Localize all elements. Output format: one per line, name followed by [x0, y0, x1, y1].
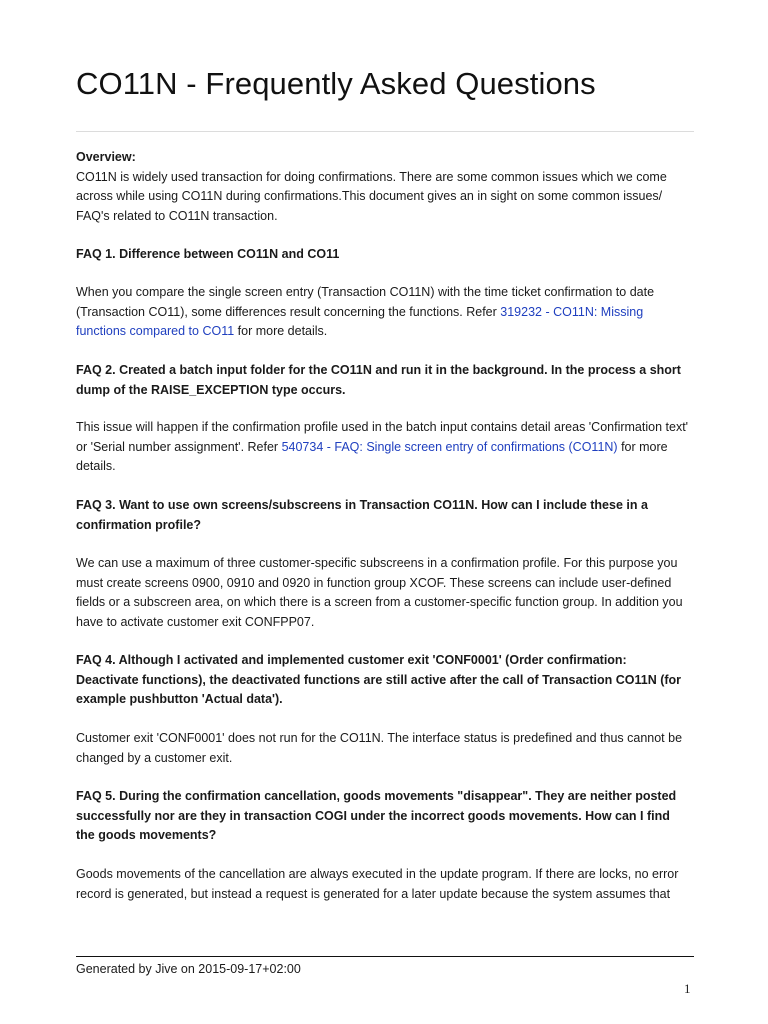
- faq-answer-line: Goods movements of the cancellation are always executed in the update program. If there are locks, no error: [76, 867, 679, 881]
- faq-answer-line: This issue will happen if the confirmation profile used in the batch input contains detail areas 'Confirmation text': [76, 420, 689, 434]
- faq-answer-line: details.: [76, 459, 116, 473]
- faq-4-answer: [76, 729, 696, 768]
- faq-answer-text: for more: [617, 439, 668, 454]
- faq-1-answer: [76, 283, 696, 342]
- footer-generated-text: Generated by Jive on 2015-09-17+02:00: [76, 962, 301, 976]
- note-540734-link[interactable]: 540734 - FAQ: Single screen entry of confirmations (CO11N): [281, 439, 618, 454]
- faq-answer-text: or 'Serial number assignment'. Refer: [76, 439, 282, 454]
- faq-answer-text: for more details.: [234, 324, 328, 338]
- page-title: CO11N - Frequently Asked Questions: [76, 66, 596, 101]
- faq-question-line: example pushbutton 'Actual data').: [76, 692, 283, 706]
- faq-answer-line: [76, 322, 696, 342]
- faq-question-line: the goods movements?: [76, 828, 217, 842]
- overview-line: across while using CO11N during confirmations.This document gives an in sight on some common issues/: [76, 189, 663, 203]
- page-number: 1: [684, 981, 691, 996]
- overview-section: [76, 148, 696, 226]
- faq-4-question: [76, 651, 696, 710]
- faq-answer-line: record is generated, but instead a request is generated for a later update because the system assumes that: [76, 886, 671, 901]
- faq-answer-line: Customer exit 'CONF0001' does not run for the CO11N. The interface status is predefined and thus cannot be: [76, 731, 683, 745]
- faq-question-line: FAQ 2. Created a batch input folder for the CO11N and run it in the background. In the process a short: [76, 363, 681, 377]
- footer-divider: [76, 956, 694, 957]
- faq-answer-text: (Transaction CO11), some differences result concerning the functions. Refer: [76, 304, 501, 319]
- faq-answer-line: fields or a subscreen area, on which there is a screen from a customer-specific function group. In addition you: [76, 595, 683, 609]
- faq-1-question: [76, 245, 696, 265]
- faq-2-question: [76, 361, 696, 400]
- overview-line: CO11N is widely used transaction for doing confirmations. There are some common issues which we come: [76, 169, 667, 184]
- faq-3-question: [76, 496, 696, 535]
- faq-question-line: FAQ 3. Want to use own screens/subscreens in Transaction CO11N. How can I include these in a: [76, 498, 648, 512]
- faq-question-line: FAQ 4. Although I activated and implemented customer exit 'CONF0001' (Order confirmation:: [76, 653, 627, 667]
- overview-heading: Overview:: [76, 150, 136, 164]
- faq-5-question: [76, 787, 696, 846]
- title-divider: [76, 131, 694, 132]
- faq-question-line: Deactivate functions), the deactivated functions are still active after the call of Transaction CO11N (for: [76, 672, 682, 687]
- faq-answer-line: have to activate customer exit CONFPP07.: [76, 614, 315, 629]
- faq-answer-line: changed by a customer exit.: [76, 750, 233, 765]
- faq-question-line: confirmation profile?: [76, 517, 201, 532]
- note-319232-link[interactable]: 319232 - CO11N: Missing: [500, 304, 644, 319]
- faq-question-line: dump of the RAISE_EXCEPTION type occurs.: [76, 382, 346, 397]
- faq-5-answer: [76, 865, 696, 904]
- faq-answer-line: [76, 303, 696, 323]
- note-319232-link-continued[interactable]: functions compared to CO11: [76, 324, 235, 338]
- overview-line: FAQ's related to CO11N transaction.: [76, 208, 278, 223]
- faq-question-line: FAQ 5. During the confirmation cancellation, goods movements "disappear". They are neither posted: [76, 789, 677, 803]
- faq-answer-line: When you compare the single screen entry (Transaction CO11N) with the time ticket confirmation to date: [76, 285, 655, 299]
- faq-2-answer: [76, 418, 696, 477]
- faq-question-line: FAQ 1. Difference between CO11N and CO11: [76, 247, 340, 261]
- faq-3-answer: [76, 554, 696, 632]
- faq-answer-line: [76, 438, 696, 458]
- faq-question-line: successfully nor are they in transaction COGI under the incorrect goods movements. How can I find: [76, 808, 670, 823]
- faq-answer-line: must create screens 0900, 0910 and 0920 in function group XCOF. These screens can include user-defined: [76, 575, 672, 590]
- faq-answer-line: We can use a maximum of three customer-specific subscreens in a confirmation profile. For this purpose you: [76, 556, 678, 570]
